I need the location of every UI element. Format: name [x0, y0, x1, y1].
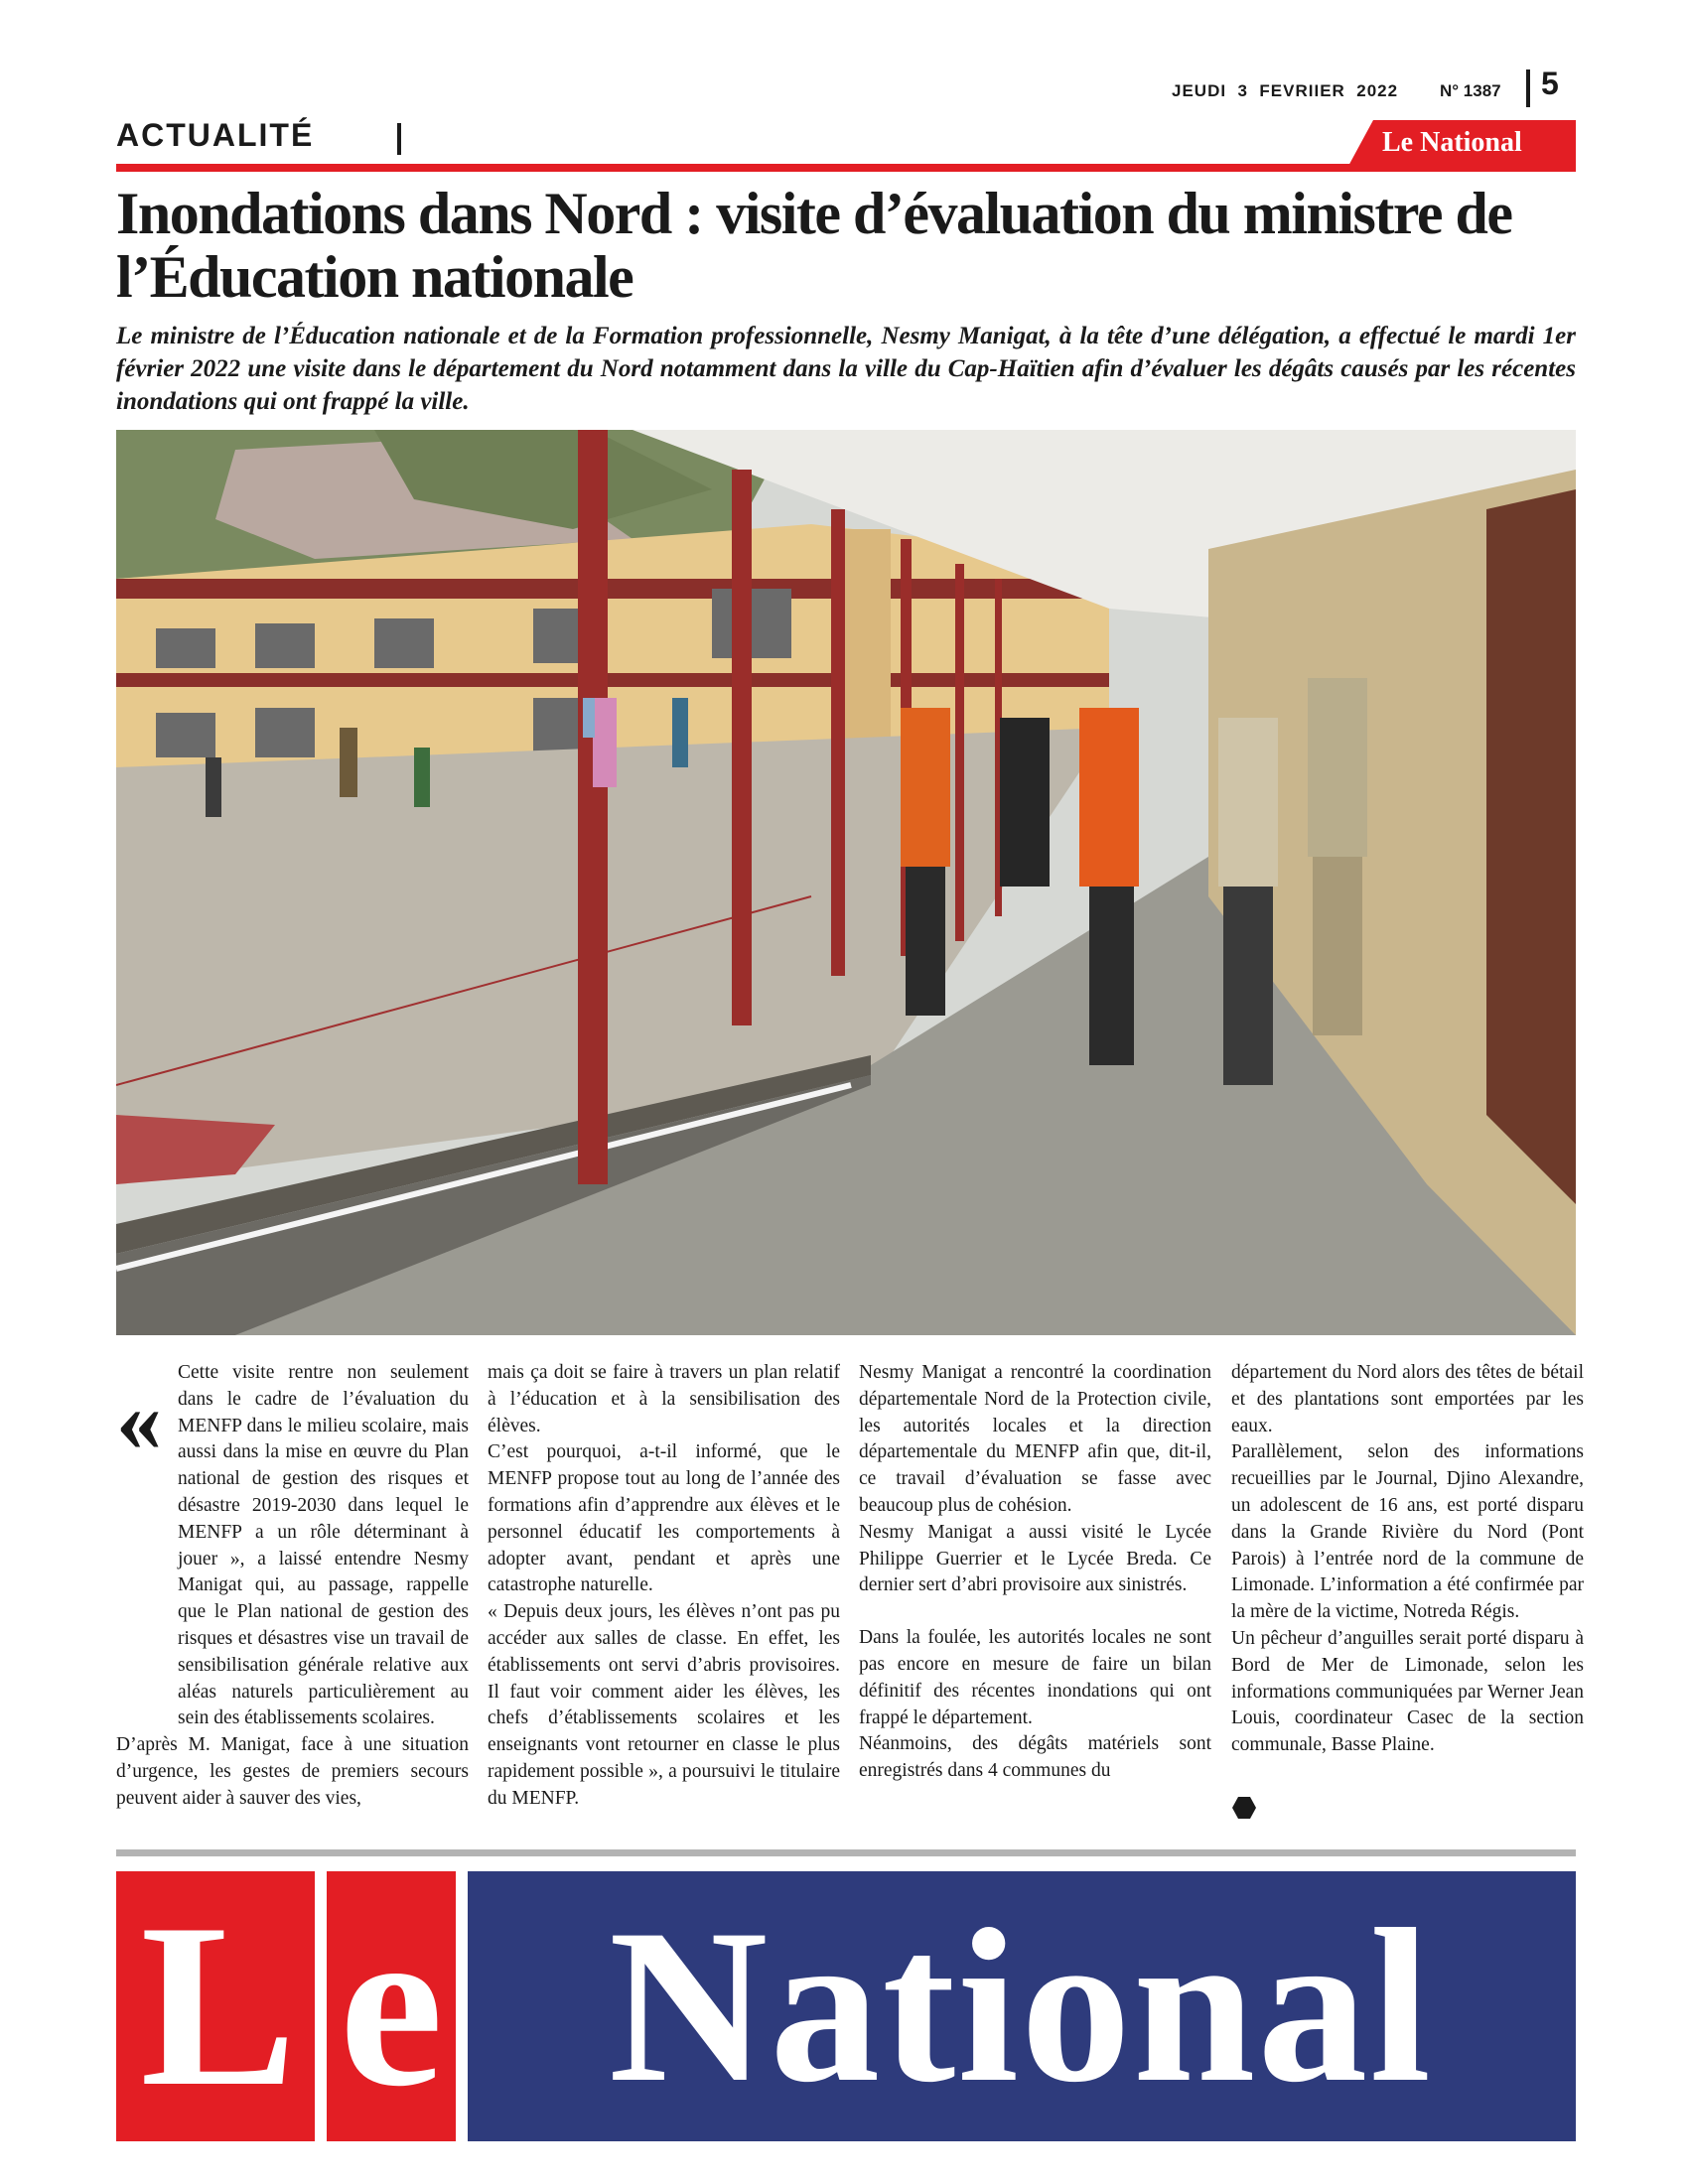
- page-number-divider: [1526, 69, 1530, 107]
- column-2-paragraph-3: « Depuis deux jours, les élèves n’ont pas pu accéder aux salles de classe. En effet, les établissements ont servi d’abris provisoires. Il faut voir comment aider les élèves, les chefs d’établissements scolaires et les enseignants vont retourner en classe le plus rapidement possible », a poursuivi le titulaire du MENFP.: [488, 1601, 840, 1809]
- column-3-paragraph-1: Nesmy Manigat a rencontré la coordination départementale Nord de la Protection civile, les autorités locales et la direction départementale du MENFP afin que, dit-il, ce travail d’évaluation se fasse avec beaucoup plus de cohésion.: [859, 1362, 1211, 1516]
- article-column-1: [116, 1360, 469, 1813]
- column-3-paragraph-3: Dans la foulée, les autorités locales ne sont pas encore en mesure de faire un bilan définitif des récentes inondations qui ont frappé le département.: [859, 1627, 1211, 1728]
- issue-number: N° 1387: [1440, 81, 1501, 100]
- column-4-paragraph-3: Un pêcheur d’anguilles serait porté disparu à Bord de Mer de Limonade, selon les informations communiquées par Werner Jean Louis, coordinateur Casec de la section communale, Basse Plaine.: [1231, 1627, 1584, 1756]
- section-divider: [397, 123, 401, 155]
- logo-word-national: National: [608, 1884, 1434, 2128]
- opening-quote-mark: «: [116, 1369, 162, 1470]
- section-label: ACTUALITÉ: [116, 117, 315, 153]
- article-title: Inondations dans Nord : visite d’évaluation du ministre de l’Éducation nationale: [116, 181, 1512, 310]
- column-2-paragraph-1: mais ça doit se faire à travers un plan relatif à l’éducation et à la sensibilisation des élèves.: [488, 1362, 840, 1436]
- brand-tab-label: Le National: [1382, 127, 1522, 158]
- column-3-paragraph-4: Néanmoins, des dégâts matériels sont enregistrés dans 4 communes du: [859, 1733, 1211, 1782]
- logo-letter-e: e: [339, 1876, 444, 2135]
- column-2-paragraph-2: C’est pourquoi, a-t-il informé, que le MENFP propose tout au long de l’année des formations afin d’apprendre aux élèves et le personnel éducatif les comportements à adopter avant, pendant et après une catastrophe naturelle.: [488, 1441, 840, 1596]
- column-4-paragraph-1: département du Nord alors des têtes de bétail et des plantations sont emportées par les eaux.: [1231, 1362, 1584, 1436]
- article-end-icon: [1232, 1797, 1256, 1819]
- column-4-paragraph-2: Parallèlement, selon des informations recueillies par le Journal, Djino Alexandre, un adolescent de 16 ans, est porté disparu dans la Grande Rivière du Nord (Pont Parois) à l’entrée nord de la commune de Limonade. L’information a été confirmée par la mère de la victime, Notreda Régis.: [1231, 1441, 1584, 1623]
- footer-grey-rule: [116, 1849, 1576, 1856]
- page-number: 5: [1541, 66, 1559, 101]
- article-column-2: [488, 1360, 840, 1813]
- issue-date: JEUDI 3 FEVRIIER 2022: [1172, 81, 1399, 100]
- article-lede: Le ministre de l’Éducation nationale et de la Formation professionnelle, Nesmy Manigat, à la tête d’une délégation, a effectué le mardi 1er février 2022 une visite dans le département du Nord notamment dans la ville du Cap-Haïtien afin d’évaluer les dégâts causés par les récentes inondations qui ont frappé la ville.: [116, 323, 1576, 415]
- column-1-paragraph-1: Cette visite rentre non seulement dans le cadre de l’évaluation du MENFP dans le milieu scolaire, mais aussi dans la mise en œuvre du Plan national de gestion des risques et désastre 2019-2030 dans lequel le MENFP a un rôle déterminant à jouer », a laissé entendre Nesmy Manigat qui, au passage, rappelle que le Plan national de gestion des risques et désastres vise un travail de sensibilisation générale relative aux aléas naturels particulièrement au sein des établissements scolaires.: [178, 1362, 469, 1729]
- article-column-3: [859, 1360, 1211, 1785]
- column-1-paragraph-2: D’après M. Manigat, face à une situation d’urgence, les gestes de premiers secours peuvent aider à sauver des vies,: [116, 1734, 469, 1809]
- column-3-paragraph-2: Nesmy Manigat a aussi visité le Lycée Philippe Guerrier et le Lycée Breda. Ce dernier sert d’abri provisoire aux sinistrés.: [859, 1521, 1211, 1596]
- article-photo: [116, 430, 1576, 1335]
- logo-letter-l: L: [140, 1876, 297, 2135]
- article-column-4: [1231, 1360, 1584, 1759]
